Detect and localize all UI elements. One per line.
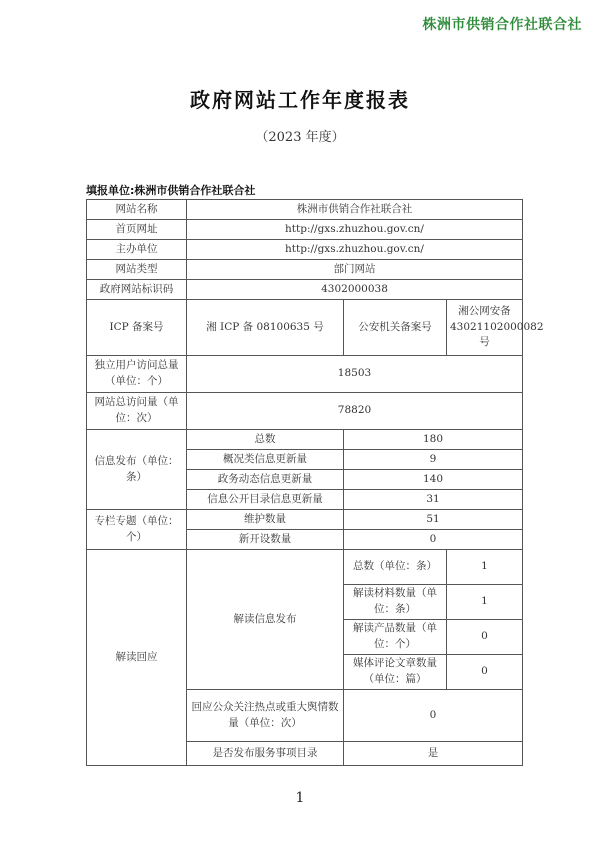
- gov-id-label: 政府网站标识码: [87, 280, 187, 300]
- column-new-value: 0: [344, 530, 523, 550]
- report-year: （2023 年度）: [255, 130, 345, 145]
- interpret-product-value: 0: [447, 620, 523, 655]
- total-visits-label: 网站总访问量（单位：次）: [87, 393, 187, 430]
- column-new-label: 新开设数量: [187, 530, 344, 550]
- site-type-label: 网站类型: [87, 260, 187, 280]
- interpret-total-value: 1: [447, 550, 523, 585]
- interpret-total-label: 总数（单位：条）: [344, 550, 447, 585]
- site-type-value: 部门网站: [187, 260, 523, 280]
- site-name-label: 网站名称: [87, 200, 187, 220]
- home-url-value: http://gxs.zhuzhou.gov.cn/: [187, 220, 523, 240]
- total-visits-value: 78820: [187, 393, 523, 430]
- interpret-release-label: 解读信息发布: [187, 550, 344, 690]
- icp-label: ICP 备案号: [87, 300, 187, 356]
- home-url-label: 首页网址: [87, 220, 187, 240]
- hotspot-response-label: 回应公众关注热点或重大舆情数量（单位：次）: [187, 690, 344, 742]
- table-row: [87, 280, 523, 300]
- info-total-value: 180: [344, 430, 523, 450]
- gov-news-update-label: 政务动态信息更新量: [187, 470, 344, 490]
- table-row: [87, 240, 523, 260]
- host-unit-value: http://gxs.zhuzhou.gov.cn/: [187, 240, 523, 260]
- filling-unit: 填报单位:株洲市供销合作社联合社: [86, 184, 256, 197]
- table-row: [87, 300, 523, 356]
- site-name-value: 株洲市供销合作社联合社: [187, 200, 523, 220]
- document-title: 政府网站工作年度报表: [190, 88, 410, 112]
- table-row: [87, 260, 523, 280]
- table-row: [87, 550, 523, 585]
- table-row: [87, 510, 523, 530]
- icp-value: 湘 ICP 备 08100635 号: [187, 300, 344, 356]
- police-record-value: 湘公网安备 43021102000082 号: [447, 300, 523, 356]
- column-label: 专栏专题（单位：个）: [87, 510, 187, 550]
- corner-brand: 株洲市供销合作社联合社: [422, 17, 582, 33]
- hotspot-response-value: 0: [344, 690, 523, 742]
- info-release-label: 信息发布（单位：条）: [87, 430, 187, 510]
- table-row: [87, 430, 523, 450]
- column-maintained-value: 51: [344, 510, 523, 530]
- media-article-label: 媒体评论文章数量（单位：篇）: [344, 655, 447, 690]
- police-record-label: 公安机关备案号: [344, 300, 447, 356]
- service-catalog-label: 是否发布服务事项目录: [187, 742, 344, 766]
- overview-update-label: 概况类信息更新量: [187, 450, 344, 470]
- service-catalog-value: 是: [344, 742, 523, 766]
- disclosure-update-value: 31: [344, 490, 523, 510]
- disclosure-update-label: 信息公开目录信息更新量: [187, 490, 344, 510]
- unique-visitors-value: 18503: [187, 356, 523, 393]
- interpret-product-label: 解读产品数量（单位：个）: [344, 620, 447, 655]
- page-number: 1: [295, 790, 305, 806]
- response-label: 解读回应: [87, 550, 187, 766]
- table-row: [87, 220, 523, 240]
- unique-visitors-label: 独立用户访问总量（单位：个）: [87, 356, 187, 393]
- table-row: [87, 356, 523, 393]
- interpret-material-value: 1: [447, 585, 523, 620]
- report-table: [86, 199, 544, 766]
- info-total-label: 总数: [187, 430, 344, 450]
- table-row: [87, 200, 523, 220]
- gov-news-update-value: 140: [344, 470, 523, 490]
- overview-update-value: 9: [344, 450, 523, 470]
- interpret-material-label: 解读材料数量（单位：条）: [344, 585, 447, 620]
- media-article-value: 0: [447, 655, 523, 690]
- table-row: [87, 393, 523, 430]
- host-unit-label: 主办单位: [87, 240, 187, 260]
- column-maintained-label: 维护数量: [187, 510, 344, 530]
- gov-id-value: 4302000038: [187, 280, 523, 300]
